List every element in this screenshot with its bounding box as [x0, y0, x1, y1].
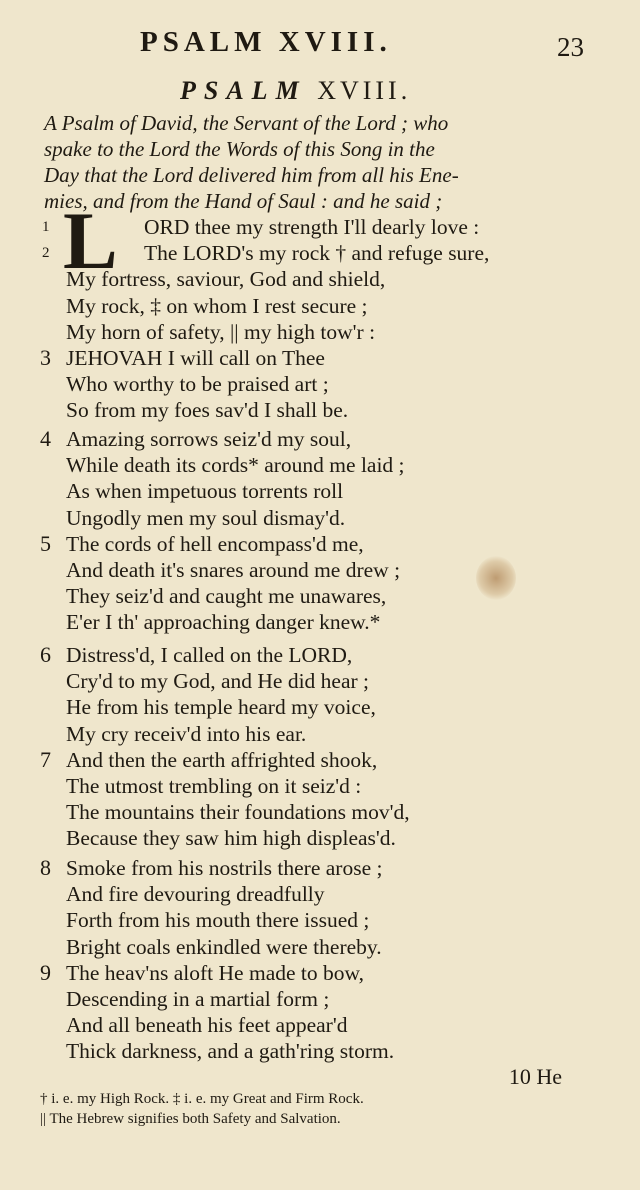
- verse-line: The mountains their foundations mov'd,: [66, 800, 410, 825]
- footnote: || The Hebrew signifies both Safety and Salvation.: [40, 1111, 341, 1127]
- superscription-line: A Psalm of David, the Servant of the Lord ; who: [44, 111, 449, 135]
- verse-line: He from his temple heard my voice,: [66, 695, 376, 720]
- verse-line: Who worthy to be praised art ;: [66, 372, 329, 397]
- verse-line: Ungodly men my soul dismay'd.: [66, 505, 346, 530]
- verse-number: 3: [40, 345, 51, 370]
- verse-line: As when impetuous torrents roll: [66, 479, 344, 504]
- psalm-title: [180, 76, 411, 106]
- verse-line: The cords of hell encompass'd me,: [66, 531, 364, 556]
- psalm-title-numeral: XVIII.: [317, 76, 412, 105]
- verse-line: Smoke from his nostrils there arose ;: [66, 856, 383, 880]
- paper-stain: [476, 556, 516, 600]
- verse-line: E'er I th' approaching danger knew.*: [66, 610, 381, 635]
- verse-line: Thick darkness, and a gath'ring storm.: [66, 1039, 395, 1064]
- superscription-line: Day that the Lord delivered him from all his Ene-: [44, 163, 459, 187]
- verse-line: And fire devouring dreadfully: [66, 882, 325, 907]
- running-head: PSALM XVIII.: [140, 26, 392, 58]
- verse-line: The LORD's my rock † and refuge sure,: [144, 241, 490, 266]
- verse-number: 8: [40, 855, 51, 880]
- verse-line: ORD thee my strength I'll dearly love :: [144, 215, 480, 239]
- verse-line: The heav'ns aloft He made to bow,: [66, 960, 365, 985]
- verse-line: So from my foes sav'd I shall be.: [66, 398, 349, 423]
- superscription-line: mies, and from the Hand of Saul : and he said ;: [44, 189, 443, 213]
- verse-number: 4: [40, 426, 51, 451]
- footnote: † i. e. my High Rock. ‡ i. e. my Great and Firm Rock.: [40, 1091, 364, 1107]
- verse-line: My cry receiv'd into his ear.: [66, 721, 307, 746]
- verse-line: Amazing sorrows seiz'd my soul,: [66, 427, 352, 451]
- verse-line: And death it's snares around me drew ;: [66, 558, 401, 582]
- verse-line: Because they saw him high displeas'd.: [66, 826, 396, 851]
- verse-number: 1: [42, 219, 50, 235]
- verse-number: 6: [40, 642, 51, 667]
- verse-line: Bright coals enkindled were thereby.: [66, 934, 382, 959]
- verse-line: They seiz'd and caught me unawares,: [66, 584, 387, 609]
- verse-line: JEHOVAH I will call on Thee: [66, 346, 325, 370]
- verse-line: Distress'd, I called on the LORD,: [66, 643, 353, 667]
- verse-number: 9: [40, 959, 51, 985]
- superscription-line: spake to the Lord the Words of this Song in the: [44, 137, 435, 161]
- verse-line: While death its cords* around me laid ;: [66, 453, 405, 478]
- verse-line: My rock, ‡ on whom I rest secure ;: [66, 293, 368, 318]
- verse-line: And then the earth affrighted shook,: [66, 747, 378, 772]
- drop-cap: L: [63, 195, 118, 286]
- catchword: 10 He: [508, 1064, 562, 1089]
- verse-line: And all beneath his feet appear'd: [66, 1013, 348, 1038]
- verse-number: 7: [40, 746, 51, 772]
- verse-number: 2: [42, 245, 50, 262]
- verse-line: Cry'd to my God, and He did hear ;: [66, 669, 370, 694]
- verse-line: My fortress, saviour, God and shield,: [66, 267, 386, 292]
- verse-line: My horn of safety, || my high tow'r :: [66, 319, 376, 344]
- verse-line: Forth from his mouth there issued ;: [66, 908, 370, 933]
- psalm-title-word: PSALM: [180, 76, 307, 105]
- verse-line: Descending in a martial form ;: [66, 987, 330, 1011]
- verse-number: 5: [40, 530, 51, 556]
- verse-line: The utmost trembling on it seiz'd :: [66, 774, 362, 798]
- superscription: [44, 110, 572, 214]
- page-number: 23: [557, 32, 584, 62]
